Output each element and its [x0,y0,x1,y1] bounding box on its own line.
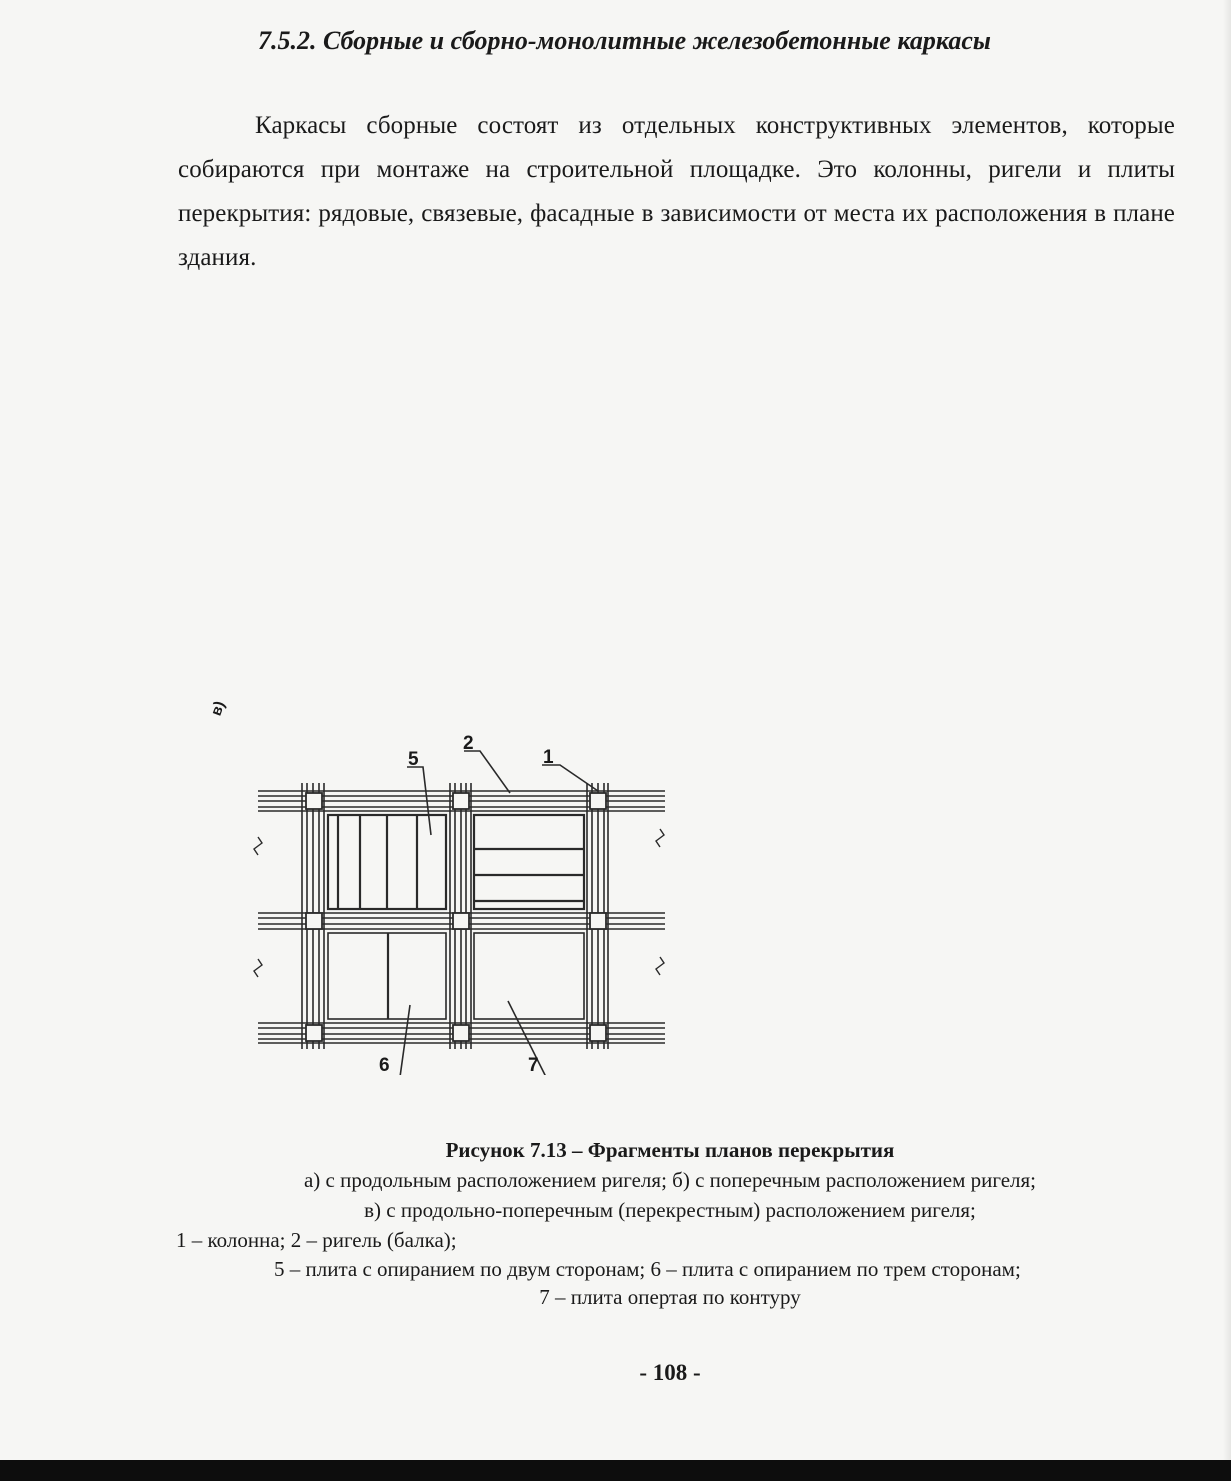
columns [306,793,606,1041]
page-number: - 108 - [639,1360,701,1385]
slabs-type-5 [328,815,446,909]
slabs-type-6 [328,933,446,1019]
figure-caption-title: Рисунок 7.13 – Фрагменты планов перекрытия [445,1138,895,1162]
callout-5: 5 [408,749,419,770]
caption-line: в) с продольно-поперечным (перекрестным) расположением ригеля; [364,1198,976,1222]
figure-variant-label: в) [207,698,229,719]
floor-plan-drawing [240,725,680,1075]
caption-line: 1 – колонна; 2 – ригель (балка); [176,1228,457,1252]
scan-bottom-edge [0,1460,1231,1481]
break-lines [254,829,664,977]
callout-1: 1 [543,747,554,768]
section-title: 7.5.2. Сборные и сборно-монолитные железобетонные каркасы [258,26,991,55]
slab-type-7 [474,933,584,1019]
caption-line: 5 – плита с опиранием по двум сторонам; 6 – плита с опиранием по трем сторонам; [274,1257,1021,1281]
callout-6: 6 [379,1055,390,1075]
slabs-horizontal [474,815,584,909]
page-edge-shadow [1223,0,1231,1460]
caption-line: а) с продольным расположением ригеля; б) с поперечным расположением ригеля; [303,1168,1037,1192]
callout-2: 2 [463,733,474,754]
callout-7: 7 [528,1055,539,1075]
body-paragraph: Каркасы сборные состоят из отдельных конструктивных элементов, которые собираются при монтаже на строительной площадке. Это колонны, ригели и плиты перекрытия: рядовые, связевые, фасадные в зависимости от места их расположения в плане здания. [178,112,1175,271]
caption-line: 7 – плита опертая по контуру [539,1285,801,1309]
